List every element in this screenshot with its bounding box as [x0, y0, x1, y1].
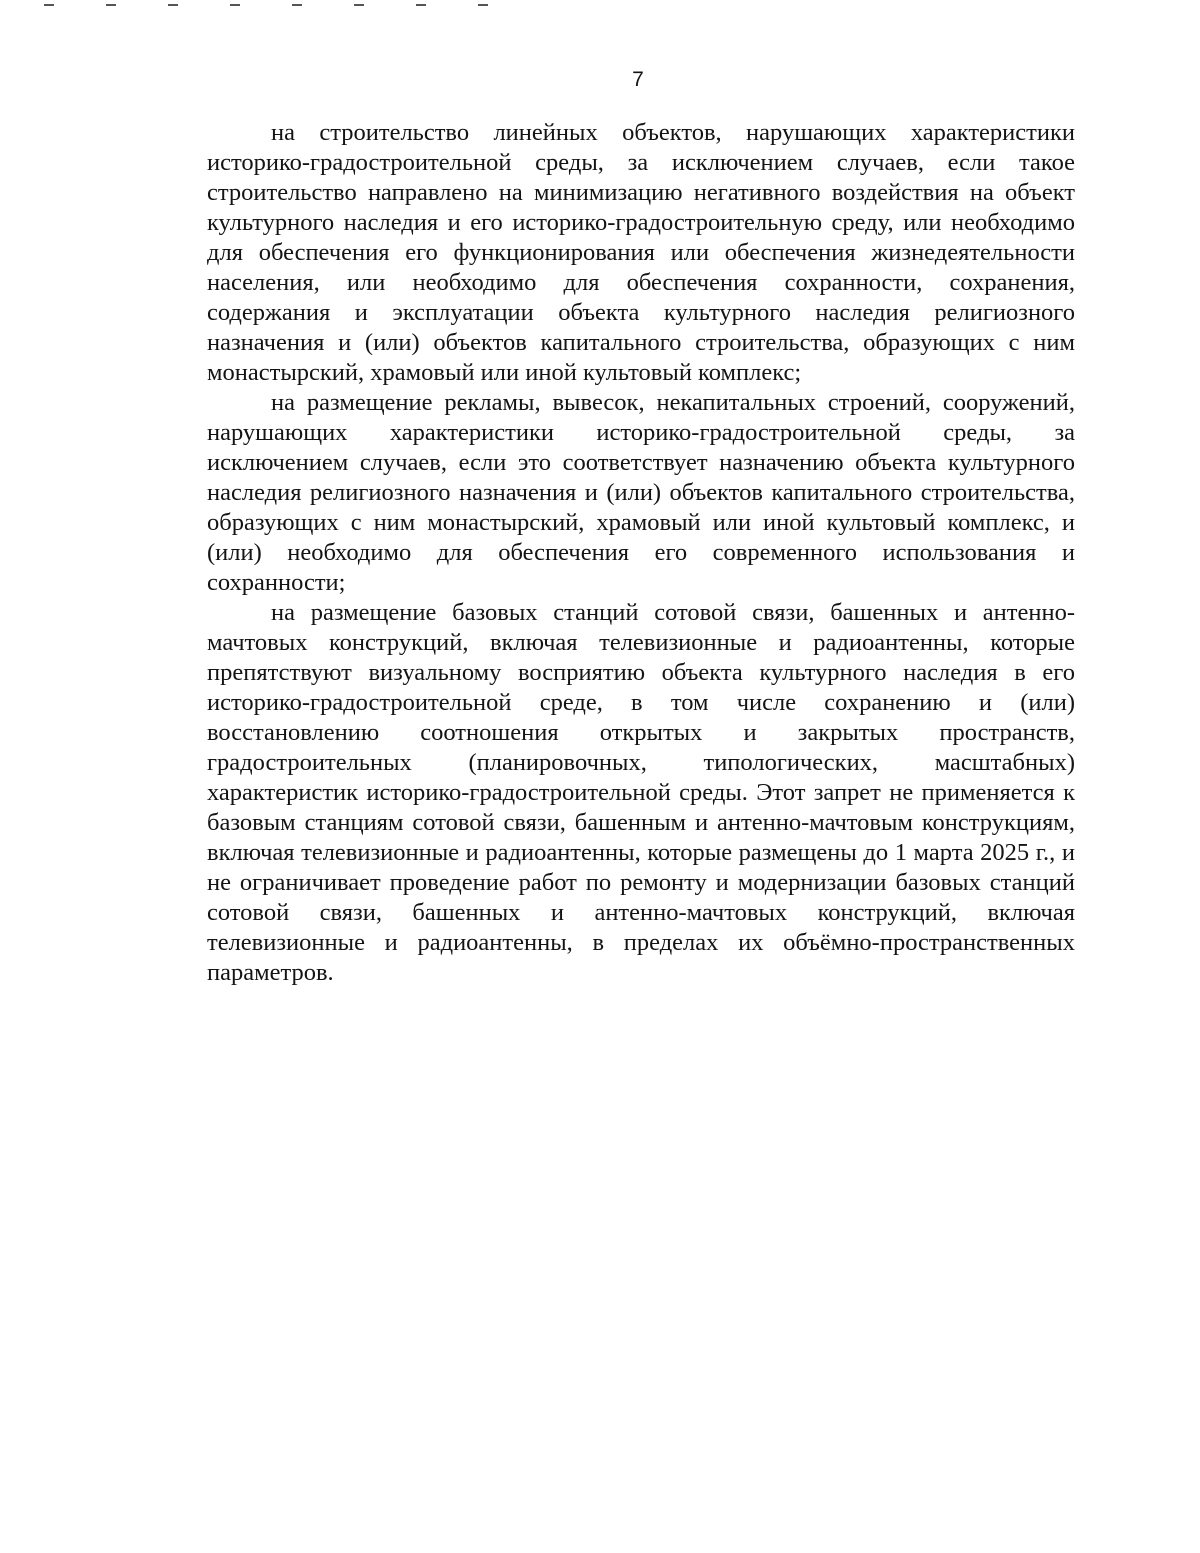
page-number: 7: [632, 68, 644, 91]
scan-edge-marks: [44, 4, 504, 10]
paragraph-linear-objects: на строительство линейных объектов, нарушающих характеристики историко-градостроительной среды, за исключением случаев, если такое строительство направлено на минимизацию негативного воздействия на объект культурного наследия и его историко-градостроительную среду, или необходимо для обеспечения его функционирования или обеспечения жизнедеятельности населения, или необходимо для обеспечения сохранности, сохранения, содержания и эксплуатации объекта культурного наследия религиозного назначения и (или) объектов капитального строительства, образующих с ним монастырский, храмовый или иной культовый комплекс;: [207, 119, 1075, 386]
paragraph-cell-stations: на размещение базовых станций сотовой связи, башенных и антенно-мачтовых конструкций, включая телевизионные и радиоантенны, которые препятствуют визуальному восприятию объекта культурного наследия в его историко-градостроительной среде, в том числе сохранению и (или) восстановлению соотношения открытых и закрытых пространств, градостроительных (планировочных, типологических, масштабных) характеристик историко-градостроительной среды. Этот запрет не применяется к базовым станциям сотовой связи, башенным и антенно-мачтовым конструкциям, включая телевизионные и радиоантенны, которые размещены до 1 марта 2025 г., и не ограничивает проведение работ по ремонту и модернизации базовых станций сотовой связи, башенных и антенно-мачтовых конструкций, включая телевизионные и радиоантенны, в пределах их объёмно-пространственных параметров.: [207, 599, 1075, 986]
paragraph-advertising: на размещение рекламы, вывесок, некапитальных строений, сооружений, нарушающих характеристики историко-градостроительной среды, за исключением случаев, если это соответствует назначению объекта культурного наследия религиозного назначения и (или) объектов капитального строительства, образующих с ним монастырский, храмовый или иной культовый комплекс, и (или) необходимо для обеспечения его современного использования и сохранности;: [207, 389, 1075, 596]
document-body: [207, 118, 1075, 988]
